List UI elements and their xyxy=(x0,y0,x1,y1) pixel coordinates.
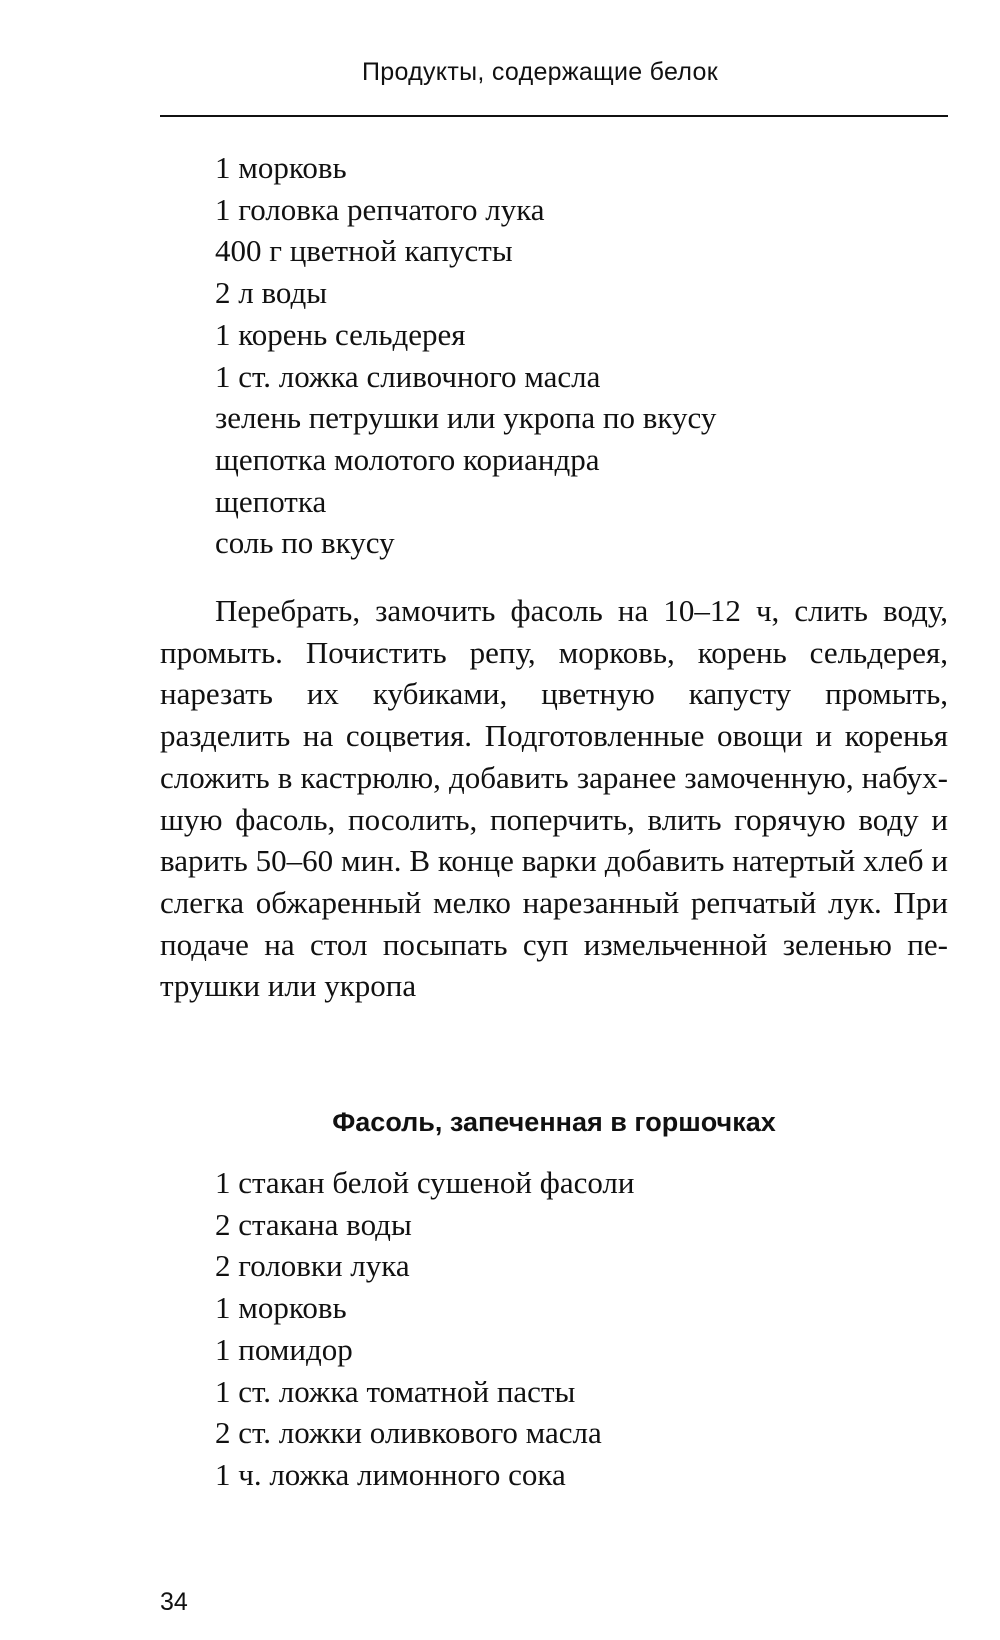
running-title: Продукты, содержащие белок xyxy=(361,58,718,86)
ingredient-item: соль по вкусу xyxy=(215,525,395,561)
recipe-method-paragraph: Перебрать, замочить фасоль на 10–12 ч, слить воду, промыть. Почистить репу, морковь, корень сельдерея, нарезать их кубиками, цветную капусту промыть, разделить на соцветия. Подготовленные овощи и коренья сложить в кастрюлю, добавить заранее замоченную, набухшую фасоль, посолить, поперчить, влить горячую воду и варить 50–60 мин. В конце варки добавить натертый хлеб и слегка обжаренный мелко нарезанный репчатый лук. При подаче на стол посыпать суп измельченной зеленью петрушки или укропа xyxy=(160,593,948,1004)
ingredient-item: 1 корень сельдерея xyxy=(215,316,466,352)
ingredient-item: щепотка молотого кориандра xyxy=(215,441,600,477)
header-divider xyxy=(160,115,948,117)
ingredient-item: зелень петрушки или укропа по вкусу xyxy=(215,400,717,436)
ingredient-item: 1 ч. ложка лимонного сока xyxy=(215,1456,566,1492)
ingredient-list-2 xyxy=(215,1162,634,1496)
ingredient-item: 2 ст. ложки оливкового масла xyxy=(215,1415,602,1451)
ingredient-item: 1 головка репчатого лука xyxy=(215,191,545,227)
ingredient-item: 2 стакана воды xyxy=(215,1206,412,1242)
ingredient-item: 1 ст. ложка сливочного масла xyxy=(215,358,601,394)
ingredient-list-1 xyxy=(215,147,716,564)
page-number: 34 xyxy=(160,1588,188,1616)
ingredient-item: 2 головки лука xyxy=(215,1248,410,1284)
recipe-title: Фасоль, запеченная в горшочках xyxy=(332,1107,776,1137)
ingredient-item: 400 г цветной капусты xyxy=(215,233,513,269)
ingredient-item: щепотка xyxy=(215,483,327,519)
ingredient-item: 2 л воды xyxy=(215,275,328,311)
ingredient-item: 1 ст. ложка томатной пасты xyxy=(215,1373,576,1409)
ingredient-item: 1 морковь xyxy=(215,1290,347,1326)
ingredient-item: 1 стакан белой сушеной фасоли xyxy=(215,1165,635,1200)
ingredient-item: 1 морковь xyxy=(215,150,347,185)
ingredient-item: 1 помидор xyxy=(215,1331,353,1367)
